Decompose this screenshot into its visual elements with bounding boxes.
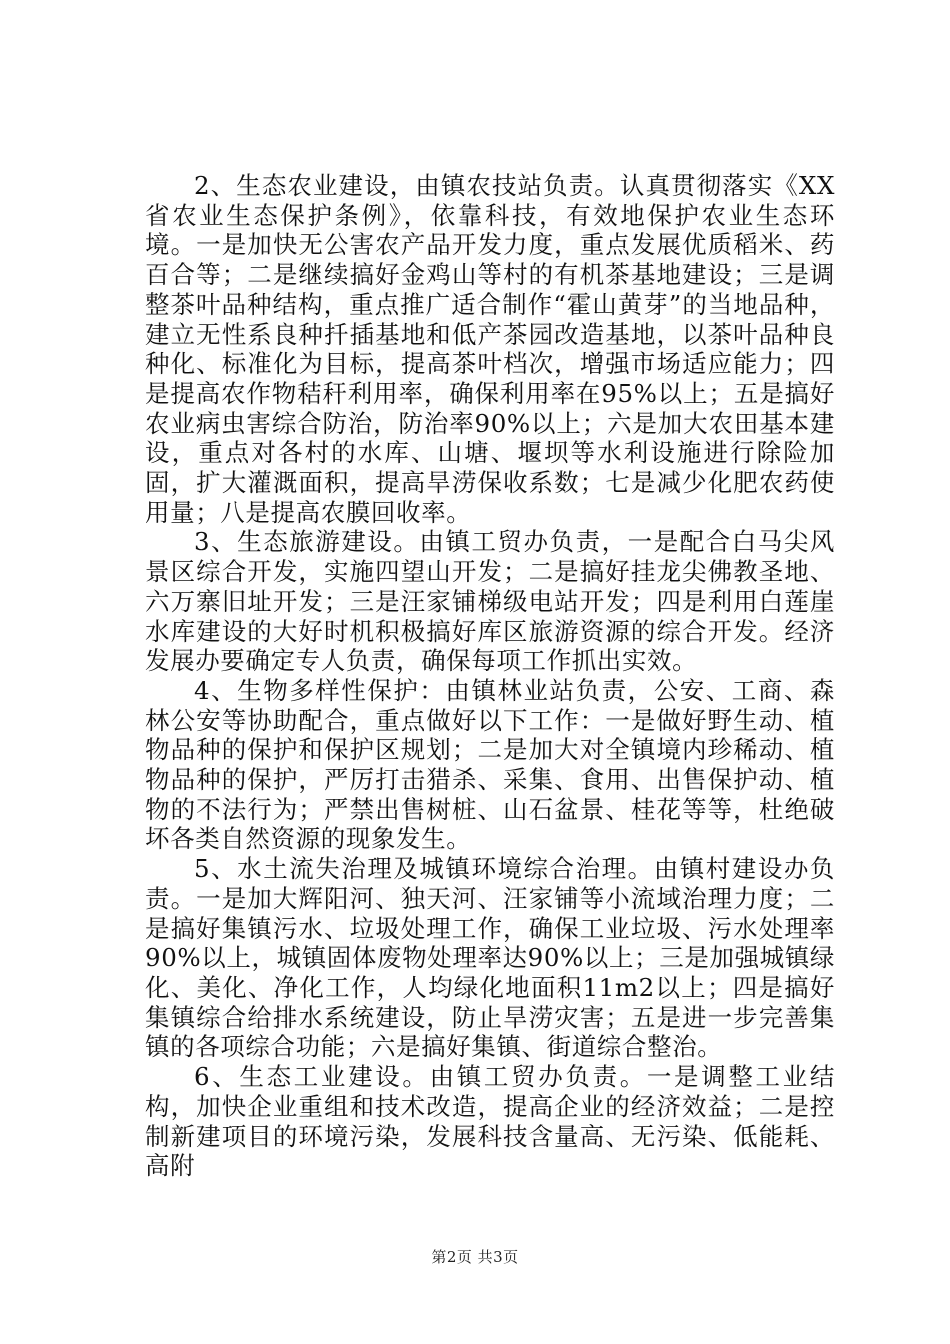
paragraph-biodiversity-protection: 4、生物多样性保护：由镇林业站负责，公安、工商、森林公安等协助配合，重点做好以下工作：一是做好野生动、植物品种的保护和保护区规划；二是加大对全镇境内珍稀动、植物品种的保护，严厉打击猎杀、采集、食用、出售保护动、植物的不法行为；严禁出售树桩、山石盆景、桂花等等，杜绝破坏各类自然资源的现象发生。 <box>145 675 835 854</box>
paragraph-ecological-agriculture: 2、生态农业建设，由镇农技站负责。认真贯彻落实《XX省农业生态保护条例》，依靠科技，有效地保护农业生态环境。一是加快无公害农产品开发力度，重点发展优质稻米、药百合等；二是继续搞好金鸡山等村的有机茶基地建设；三是调整茶叶品种结构，重点推广适合制作“霍山黄芽”的当地品种，建立无性系良种扦插基地和低产茶园改造基地，以茶叶品种良种化、标准化为目标，提高茶叶档次，增强市场适应能力；四是提高农作物秸秆利用率，确保利用率在95%以上；五是搞好农业病虫害综合防治，防治率90%以上；六是加大农田基本建设，重点对各村的水库、山塘、堰坝等水利设施进行除险加固，扩大灌溉面积，提高旱涝保收系数；七是减少化肥农药使用量；八是提高农膜回收率。 <box>145 171 835 527</box>
paragraph-ecological-tourism: 3、生态旅游建设。由镇工贸办负责，一是配合白马尖风景区综合开发，实施四望山开发；二是搞好挂龙尖佛教圣地、六万寨旧址开发；三是汪家铺梯级电站开发；四是利用白莲崖水库建设的大好时机积极搞好库区旅游资源的综合开发。经济发展办要确定专人负责，确保每项工作抓出实效。 <box>145 527 835 676</box>
page-number-footer: 第2页 共3页 <box>431 1248 519 1266</box>
paragraph-ecological-industry: 6、生态工业建设。由镇工贸办负责。一是调整工业结构，加快企业重组和技术改造，提高企业的经济效益；二是控制新建项目的环境污染，发展科技含量高、无污染、低能耗、高附 <box>145 1062 835 1181</box>
paragraph-soil-erosion-governance: 5、水土流失治理及城镇环境综合治理。由镇村建设办负责。一是加大辉阳河、独天河、汪家铺等小流域治理力度；二是搞好集镇污水、垃圾处理工作，确保工业垃圾、污水处理率90%以上，城镇固体废物处理率达90%以上；三是加强城镇绿化、美化、净化工作，人均绿化地面积11m2以上；四是搞好集镇综合给排水系统建设，防止旱涝灾害；五是进一步完善集镇的各项综合功能；六是搞好集镇、街道综合整治。 <box>145 854 835 1062</box>
document-body <box>145 171 835 1181</box>
